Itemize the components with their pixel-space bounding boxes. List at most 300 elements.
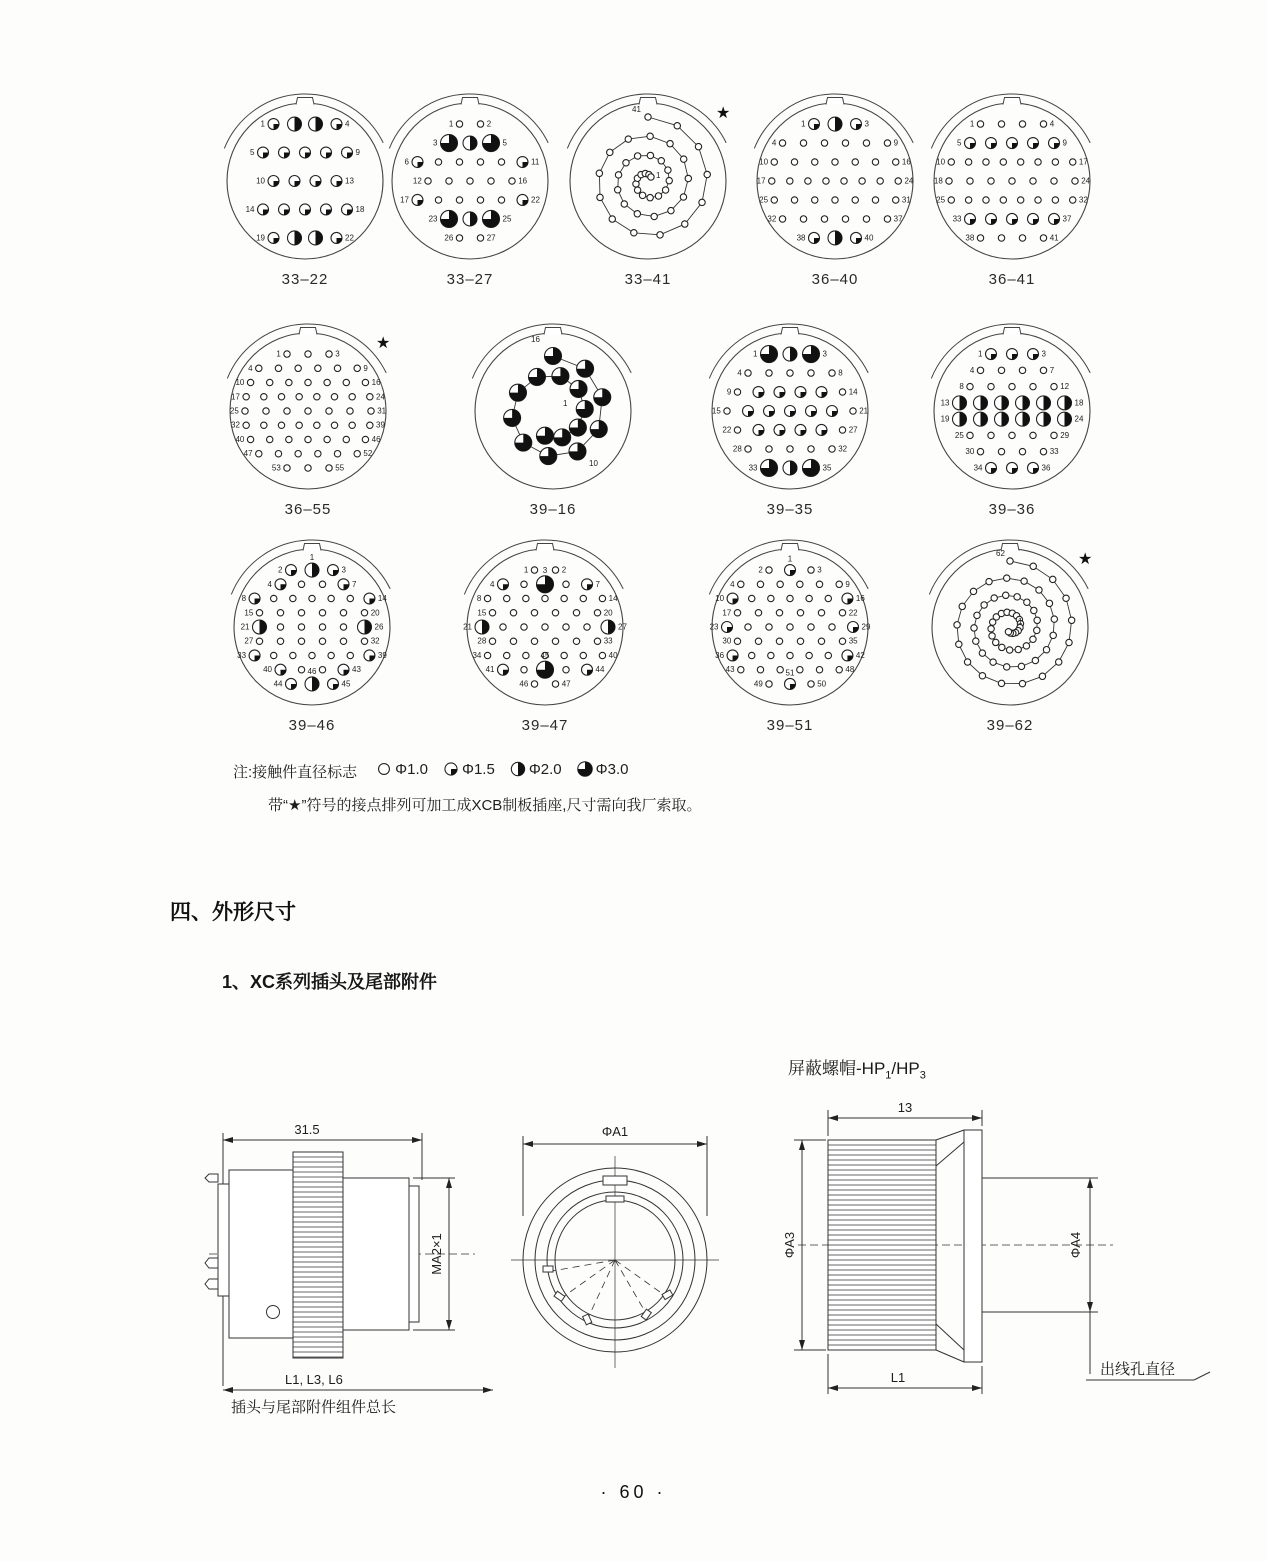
pin-number: 10	[235, 378, 245, 388]
contact-dot	[326, 351, 332, 357]
contact-dot	[655, 193, 661, 199]
pin-number: 41	[1049, 233, 1059, 243]
contact-arrangement	[912, 86, 1112, 268]
contact-dot-fill	[316, 231, 323, 245]
contact-dot	[893, 197, 899, 203]
contact-dot	[331, 394, 337, 400]
contact-dot-fill	[284, 209, 290, 215]
contact-dot	[573, 610, 579, 616]
pin-number: 44	[273, 679, 283, 689]
contact-dot	[531, 567, 537, 573]
contact-dot	[647, 152, 653, 158]
pin-number: 31	[377, 406, 387, 416]
contact-dot	[599, 652, 605, 658]
contact-arrangement	[910, 532, 1110, 714]
contact-dot	[561, 595, 567, 601]
contact-dot	[1019, 448, 1025, 454]
contact-dot	[808, 624, 814, 630]
contact-dot	[286, 436, 292, 442]
pin-number: 37	[893, 214, 903, 224]
contact-dot	[362, 379, 368, 385]
pin-number: 36	[715, 650, 725, 660]
connector-figure-36-55	[208, 316, 408, 518]
pin-number: 22	[345, 233, 354, 243]
contact-dot	[884, 216, 890, 222]
contact-arrangement	[912, 316, 1112, 498]
contact-dot	[446, 178, 452, 184]
pin-number: 9	[845, 579, 850, 589]
contact-dot	[284, 408, 290, 414]
contact-dot	[324, 436, 330, 442]
contact-dot-fill	[801, 392, 807, 398]
cap-drawing-title	[788, 1054, 926, 1081]
contact-dot	[977, 448, 983, 454]
contact-dot	[1005, 629, 1011, 635]
contact-dot	[305, 408, 311, 414]
pin-number: 40	[864, 233, 874, 243]
contact-dot	[776, 610, 782, 616]
pin-number: 21	[859, 406, 869, 416]
pin-number: 20	[370, 608, 380, 618]
contact-dot	[290, 652, 296, 658]
contact-dot	[990, 659, 996, 665]
contact-dot	[791, 159, 797, 165]
contact-dot-fill	[347, 153, 353, 159]
contact-dot	[749, 595, 755, 601]
pin-number: 33	[952, 214, 962, 224]
contact-dot	[498, 197, 504, 203]
contact-dot	[806, 652, 812, 658]
pin-number: 40	[608, 650, 618, 660]
pin-number: 28	[732, 444, 742, 454]
contact-dot	[895, 178, 901, 184]
contact-dot	[965, 159, 971, 165]
contact-dot	[531, 681, 537, 687]
connector-figure-39-36	[912, 316, 1112, 518]
contact-dot	[787, 652, 793, 658]
pin-number: 1	[753, 349, 758, 359]
contact-dot	[523, 595, 529, 601]
pin-number: 24	[1074, 414, 1084, 424]
contact-dot	[948, 197, 954, 203]
subsection-title: 1、XC系列插头及尾部附件	[222, 972, 438, 992]
contact-dot	[477, 159, 483, 165]
contact-dot	[1051, 383, 1057, 389]
contact-dot-fill	[482, 620, 489, 634]
pin-number: 1	[563, 399, 568, 408]
pin-number: 38	[965, 233, 975, 243]
contact-dot	[634, 153, 640, 159]
contact-dot	[979, 673, 985, 679]
pin-number: 55	[335, 463, 345, 473]
contact-dot-fill	[369, 599, 375, 605]
pin-number: 4	[737, 368, 742, 378]
pin-number: 16	[855, 594, 865, 604]
pin-number: 3	[864, 119, 869, 129]
contact-dot	[1019, 680, 1025, 686]
contact-dot	[769, 178, 775, 184]
contact-dot-fill	[1033, 219, 1039, 225]
contact-dot-fill	[305, 209, 311, 215]
contact-dot	[734, 610, 740, 616]
contact-dot	[243, 422, 249, 428]
contact-dot-fill	[1033, 468, 1039, 474]
contact-dot-fill	[260, 620, 267, 634]
contact-dot-fill	[451, 769, 457, 775]
contact-dot-fill	[981, 396, 988, 410]
pin-number: 3	[817, 565, 822, 575]
contact-dot	[334, 365, 340, 371]
note-prefix: 注:接触件直径标志	[233, 763, 358, 781]
contact-dot-fill	[847, 599, 853, 605]
pin-number: 44	[595, 665, 605, 675]
contact-dot	[666, 177, 672, 183]
contact-dot	[305, 436, 311, 442]
contact-dot	[818, 610, 824, 616]
contact-dot	[1030, 563, 1036, 569]
pin-number: 1	[801, 119, 806, 129]
pin-number: 4	[267, 579, 272, 589]
contact-dot-fill	[759, 392, 765, 398]
star-marker: ★	[1078, 551, 1093, 568]
dim-l1-l3-l6: L1, L3, L6	[285, 1372, 343, 1387]
contact-dot	[1036, 587, 1042, 593]
contact-dot	[797, 667, 803, 673]
pin-number: 48	[845, 665, 855, 675]
pin-number: 7	[1049, 365, 1055, 375]
contact-dot	[296, 394, 302, 400]
contact-dot	[247, 379, 253, 385]
contact-dot	[1009, 432, 1015, 438]
legend-diameter-label: Φ3.0	[595, 760, 629, 778]
plug-front-view-drawing	[475, 1088, 755, 1398]
contact-dot	[1015, 646, 1021, 652]
contact-dot	[825, 652, 831, 658]
cap-title-text: 屏蔽螺帽-HP	[788, 1059, 886, 1078]
pin-number: 13	[940, 398, 950, 408]
connector-label: 39–62	[986, 717, 1034, 734]
contact-dot-fill	[970, 143, 976, 149]
contact-dot	[777, 581, 783, 587]
contact-dot	[324, 379, 330, 385]
contact-dot-fill	[759, 430, 765, 436]
pin-number: 15	[477, 608, 487, 618]
contact-dot	[349, 422, 355, 428]
pin-number: 27	[618, 622, 627, 632]
pin-number: 1	[969, 119, 975, 129]
connector-label: 39–51	[766, 717, 814, 734]
contact-arrangement	[735, 86, 935, 268]
contact-dot	[665, 167, 671, 173]
contact-dot	[791, 197, 797, 203]
contact-dot	[531, 638, 537, 644]
connector-figure-39-46	[212, 532, 412, 734]
contact-dot	[852, 197, 858, 203]
contact-dot	[988, 383, 994, 389]
contact-arrangement	[212, 532, 412, 714]
contact-dot	[1070, 159, 1076, 165]
pin-number: 40	[235, 434, 245, 444]
dim-ma2x1: MA2×1	[429, 1233, 444, 1275]
contact-dot	[983, 197, 989, 203]
pin-number: 14	[377, 594, 387, 604]
contact-dot	[1009, 178, 1015, 184]
contact-dot-fill	[1033, 143, 1039, 149]
contact-dot	[484, 595, 490, 601]
connector-figure-39-51	[690, 532, 890, 734]
pin-number: 11	[531, 157, 540, 167]
contact-dot	[597, 194, 603, 200]
contact-dot	[787, 624, 793, 630]
contact-dot	[724, 408, 730, 414]
key-notch	[1003, 98, 1021, 105]
pin-number: 35	[848, 636, 858, 646]
contact-dot	[477, 197, 483, 203]
contact-dot	[768, 595, 774, 601]
contact-dot	[863, 140, 869, 146]
half-filled-circle-icon	[509, 760, 527, 778]
contact-dot	[267, 379, 273, 385]
section-title: 四、外形尺寸	[170, 901, 296, 924]
contact-dot-fill	[1002, 396, 1009, 410]
contact-dot	[645, 114, 651, 120]
contact-dot	[850, 408, 856, 414]
pin-number: 46	[307, 666, 317, 676]
star-marker: ★	[716, 105, 731, 122]
pin-number: 9	[893, 138, 899, 148]
open-circle-icon	[375, 760, 428, 778]
contact-dot-fill	[835, 231, 842, 245]
contact-dot	[278, 422, 284, 428]
contact-dot	[738, 667, 744, 673]
contact-dot	[998, 680, 1004, 686]
contact-dot	[680, 194, 686, 200]
pin-number: 4	[969, 365, 975, 375]
pin-number: 23	[428, 214, 438, 224]
contact-dot	[806, 595, 812, 601]
contact-dot	[634, 187, 640, 193]
pin-number: 15	[711, 406, 721, 416]
contact-dot	[818, 638, 824, 644]
contact-dot	[757, 667, 763, 673]
pin-number: 45	[540, 651, 550, 661]
pin-number: 33	[237, 650, 247, 660]
contact-dot	[745, 624, 751, 630]
contact-dot	[275, 365, 281, 371]
contact-dot	[1023, 643, 1029, 649]
star-marker: ★	[376, 335, 391, 352]
pin-number: 47	[243, 449, 253, 459]
contact-dot	[243, 394, 249, 400]
contact-dot	[256, 610, 262, 616]
pin-number: 47	[561, 679, 571, 689]
pin-number: 27	[848, 425, 858, 435]
contact-dot	[284, 465, 290, 471]
contact-dot	[832, 197, 838, 203]
contact-dot	[647, 133, 653, 139]
pin-number: 1	[276, 349, 281, 359]
contact-dot	[766, 681, 772, 687]
contact-dot	[884, 140, 890, 146]
contact-dot-fill	[1012, 468, 1018, 474]
contact-dot-fill	[312, 563, 319, 577]
contact-dot	[1017, 197, 1023, 203]
contact-dot	[552, 610, 558, 616]
contact-dot	[334, 451, 340, 457]
contact-dot	[326, 465, 332, 471]
contact-dot-fill	[1054, 219, 1060, 225]
contact-dot	[261, 394, 267, 400]
pin-number: 8	[476, 594, 482, 604]
contact-dot	[319, 610, 325, 616]
pin-number: 4	[345, 119, 350, 129]
contact-dot	[631, 230, 637, 236]
contact-dot	[812, 197, 818, 203]
contact-dot	[435, 159, 441, 165]
contact-dot	[863, 216, 869, 222]
contact-dot	[998, 235, 1004, 241]
contact-dot	[594, 638, 600, 644]
contact-dot	[1006, 647, 1012, 653]
pin-number: 16	[371, 378, 381, 388]
contact-dot-fill	[801, 430, 807, 436]
contact-dot	[435, 197, 441, 203]
contact-dot	[657, 232, 663, 238]
contact-dot	[821, 140, 827, 146]
contact-dot	[510, 638, 516, 644]
contact-dot-fill	[814, 124, 820, 130]
contact-dot	[988, 432, 994, 438]
contact-dot	[1032, 657, 1038, 663]
dim-phi-a3: ΦA3	[782, 1231, 797, 1259]
pin-number: 40	[263, 665, 272, 675]
contact-dot-fill	[856, 238, 862, 244]
contact-dot-fill	[1065, 396, 1072, 410]
key-notch	[781, 328, 799, 335]
pin-number: 27	[486, 233, 496, 243]
contact-dot	[1052, 159, 1058, 165]
contact-dot-fill	[365, 620, 372, 634]
contact-dot-fill	[790, 411, 796, 417]
contact-dot	[563, 581, 569, 587]
contact-dot	[1052, 197, 1058, 203]
contact-dot	[247, 436, 253, 442]
pin-number: 5	[250, 148, 255, 158]
pin-number: 16	[531, 335, 540, 344]
contact-dot	[779, 216, 785, 222]
pin-number: 4	[1049, 119, 1055, 129]
pin-number: 53	[271, 463, 281, 473]
contact-dot	[290, 595, 296, 601]
pin-number: 2	[278, 565, 283, 575]
contact-dot-fill	[295, 231, 302, 245]
contact-dot	[808, 446, 814, 452]
contact-dot-fill	[344, 670, 350, 676]
connector-label: 36–40	[811, 271, 859, 288]
pin-number: 4	[730, 579, 735, 589]
legend-diameter-label: Φ1.5	[462, 760, 495, 778]
pin-number: 31	[901, 195, 911, 205]
contact-dot	[521, 581, 527, 587]
pin-number: 26	[444, 233, 454, 243]
contact-dot-fill	[295, 117, 302, 131]
contact-dot	[734, 638, 740, 644]
contact-dot	[970, 588, 976, 594]
contact-dot	[829, 446, 835, 452]
contact-dot	[500, 624, 506, 630]
contact-dot	[489, 610, 495, 616]
contact-dot	[1019, 367, 1025, 373]
contact-dot	[704, 171, 710, 177]
contact-dot	[1030, 178, 1036, 184]
pin-number: 16	[518, 176, 528, 186]
contact-dot	[699, 199, 705, 205]
contact-dot	[988, 626, 994, 632]
contact-dot	[1040, 121, 1046, 127]
contact-dot-fill	[347, 209, 353, 215]
contact-dot	[674, 123, 680, 129]
contact-dot	[1070, 197, 1076, 203]
contact-dot-fill	[811, 411, 817, 417]
legend-diameter-label: Φ1.0	[395, 760, 428, 778]
contact-dot	[456, 235, 462, 241]
contact-dot	[967, 178, 973, 184]
contact-dot	[988, 178, 994, 184]
contact-dot	[839, 638, 845, 644]
pin-number: 9	[363, 363, 368, 373]
contact-dot	[946, 178, 952, 184]
contact-dot	[362, 436, 368, 442]
contact-dot	[326, 408, 332, 414]
contact-dot	[825, 595, 831, 601]
cap-title-sub2: 3	[919, 1069, 926, 1082]
contact-dot	[651, 213, 657, 219]
contact-dot	[319, 667, 325, 673]
connector-label: 39–47	[521, 717, 569, 734]
contact-dot	[1050, 632, 1056, 638]
contact-dot	[298, 667, 304, 673]
connector-label: 39–35	[766, 501, 814, 518]
contact-dot	[839, 610, 845, 616]
contact-dot	[755, 610, 761, 616]
pin-number: 35	[822, 463, 832, 473]
pin-number: 3	[822, 349, 827, 359]
contact-dot-fill	[1012, 354, 1018, 360]
contact-dot-fill	[274, 181, 280, 187]
contact-dot	[340, 610, 346, 616]
contact-dot-fill	[316, 117, 323, 131]
contact-dot-fill	[733, 599, 739, 605]
contact-dot-fill	[470, 136, 477, 150]
contact-dot	[1009, 383, 1015, 389]
contact-dot-fill	[333, 684, 339, 690]
contact-dot	[808, 370, 814, 376]
contact-arrangement	[445, 532, 645, 714]
contact-dot	[797, 581, 803, 587]
pin-number: 13	[345, 176, 354, 186]
connector-label: 36–55	[284, 501, 332, 518]
contact-dot-fill	[790, 684, 796, 690]
connector-figure-36-40	[735, 86, 935, 288]
contact-dot	[510, 610, 516, 616]
contact-dot	[967, 432, 973, 438]
pin-number: 20	[603, 608, 613, 618]
pin-number: 38	[796, 233, 806, 243]
contact-dot	[298, 610, 304, 616]
pin-number: 41	[632, 105, 641, 114]
contact-dot-fill	[991, 143, 997, 149]
contact-dot	[1014, 594, 1020, 600]
